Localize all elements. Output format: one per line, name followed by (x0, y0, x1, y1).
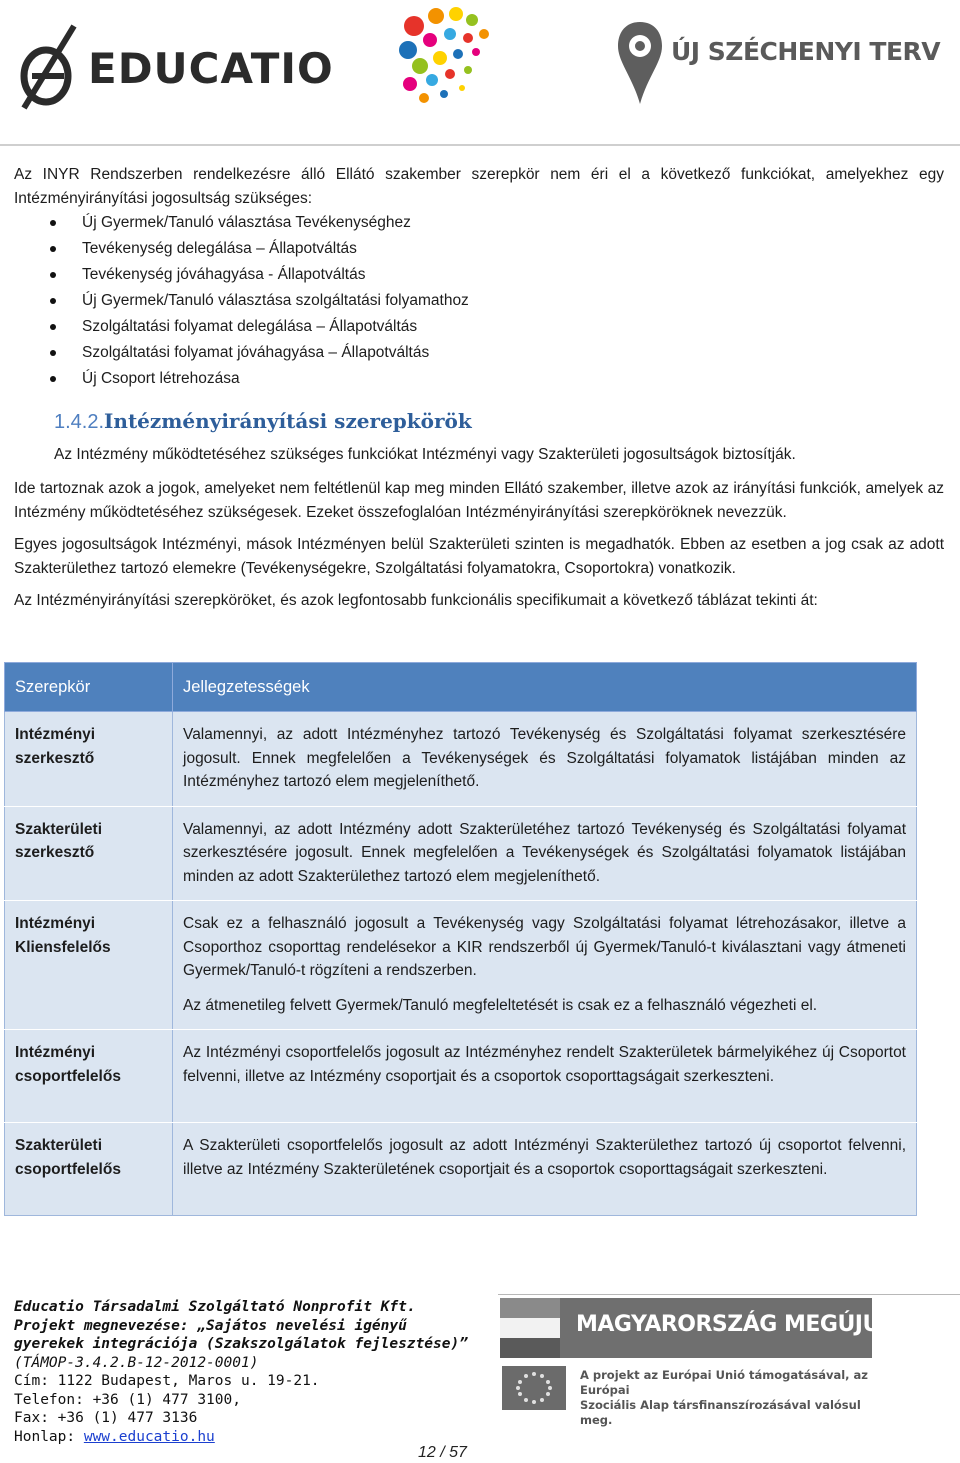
footer-fax: Fax: +36 (1) 477 3136 (14, 1410, 198, 1426)
description-extra-text: Az átmenetileg felvett Gyermek/Tanuló megfeleltetését is csak ez a felhasználó végezheti el. (183, 996, 818, 1014)
footer-project-line-1: Projekt megnevezése: „Sajátos nevelési igényű (14, 1317, 407, 1334)
szechenyi-logo (616, 20, 941, 106)
description-cell (173, 901, 917, 1030)
szechenyi-logo-text: ÚJ SZÉCHENYI TERV (671, 37, 941, 66)
table-header-row (5, 663, 917, 712)
eu-text-line-1: A projekt az Európai Unió támogatásával, az Európai (580, 1368, 868, 1397)
paragraph-2: Egyes jogosultságok Intézményi, mások Intézményen belül Szakterületi szinten is megadhatók. Ebben az esetben a jog csak az adott Szakterülethez tartozó elemekre (Tevékenységekre, Szolgáltatási folyamatokra, Csoportokra) vonatkozik. (14, 536, 944, 577)
list-item: Tevékenység delegálása – Állapotváltás (14, 236, 944, 262)
table-row (5, 806, 917, 901)
table-row (5, 712, 917, 807)
list-item: Új Csoport létrehozása (14, 366, 944, 392)
educatio-logo (14, 22, 344, 112)
list-item: Új Gyermek/Tanuló választása Tevékenységhez (14, 210, 944, 236)
section-number: 1.4.2. (54, 411, 105, 433)
hungarian-flag-icon (500, 1298, 560, 1358)
table-row (5, 901, 917, 1030)
eu-flag-icon (502, 1366, 566, 1410)
list-item: Szolgáltatási folyamat delegálása – Állapotváltás (14, 314, 944, 340)
website-link[interactable]: www.educatio.hu (83, 1428, 215, 1445)
role-cell: Intézményi szerkesztő (5, 712, 173, 807)
footer-company: Educatio Társadalmi Szolgáltató Nonprofit Kft. (14, 1299, 416, 1315)
footer-web-label: Honlap: (14, 1428, 84, 1445)
educatio-logo-text: EDUCATIO (88, 44, 334, 93)
section-title: Intézményirányítási szerepkörök (104, 409, 472, 433)
intro-paragraph: Az Intézmény működtetéséhez szükséges funkciókat Intézményi vagy Szakterületi jogosultságok biztosítják. (54, 446, 796, 463)
description-text: Csak ez a felhasználó jogosult a Tevékenység vagy Szolgáltatási folyamat létrehozásakor, illetve a Csoporthoz csoporttag rendelésekor a KIR rendszerből új Gyermek/Tanuló-t kiválasztani vagy átmeneti Gyermek/Tanuló-t rögzíteni a rendszerben. (183, 915, 906, 979)
roles-table (4, 662, 917, 1216)
footer-address: Cím: 1122 Budapest, Maros u. 19-21. (14, 1373, 320, 1389)
paragraph-1: Ide tartoznak azok a jogok, amelyeket nem feltétlenül kap meg minden Ellátó szakember, illetve azok az irányítási funkciók, amelyek az Intézmény működtetéséhez szükségesek. Ezeket összefoglalóan Intézményirányítási szerepköröknek nevezzük. (14, 480, 944, 521)
function-list (14, 210, 944, 392)
footer-project-code: (TÁMOP-3.4.2.B-12-2012-0001) (14, 1354, 259, 1371)
table-row (5, 1123, 917, 1216)
description-cell: Az Intézményi csoportfelelős jogosult az Intézményhez rendelt Szakterületek bármelyikéhez új Csoportot felvenni, illetve az Intézmény csoportjait és a csoportok csoporttagságait szerkeszteni. (173, 1030, 917, 1123)
footer-divider (498, 1294, 960, 1295)
description-cell: Valamennyi, az adott Intézmény adott Szakterületéhez tartozó Tevékenység és Szolgáltatási folyamat szerkesztésére jogosult. Ennek megfelelően a Tevékenységek és Szolgáltatási folyamatok listájában minden az adott Szakterülethez tartozó elem megjeleníthető. (173, 806, 917, 901)
role-cell: Intézményi csoportfelelős (5, 1030, 173, 1123)
footer-web (14, 1428, 484, 1447)
opening-paragraph: Az INYR Rendszerben rendelkezésre álló Ellátó szakember szerepkör nem éri el a következő funkciókat, amelyekhez egy Intézményirányítási jogosultság szükséges: (14, 166, 944, 207)
description-cell: Valamennyi, az adott Intézményhez tartozó Tevékenység és Szolgáltatási folyamat szerkesztésére jogosult. Ennek megfelelően a Tevékenységek és Szolgáltatási folyamatok listájában minden az Intézményhez tartozó elem megjeleníthető. (173, 712, 917, 807)
column-header-role: Szerepkör (5, 663, 173, 712)
role-cell: Szakterületi szerkesztő (5, 806, 173, 901)
description-cell: A Szakterületi csoportfelelős jogosult az adott Intézményi Szakterülethez tartozó új csoportot felvenni, illetve az Intézmény Szakterületének csoportjait és a csoportok csoporttagságait szerkeszteni. (173, 1123, 917, 1216)
list-item: Szolgáltatási folyamat jóváhagyása – Állapotváltás (14, 340, 944, 366)
paragraph-3: Az Intézményirányítási szerepköröket, és azok legfontosabb funkcionális specifikumait a következő táblázat tekinti át: (14, 592, 818, 609)
footer-phone: Telefon: +36 (1) 477 3100, (14, 1391, 241, 1408)
role-cell: Intézményi Kliensfelelős (5, 901, 173, 1030)
header-divider (0, 144, 960, 146)
column-header-features: Jellegzetességek (173, 663, 917, 712)
page-header (0, 0, 960, 146)
section-heading (54, 404, 944, 438)
list-item: Tevékenység jóváhagyása - Állapotváltás (14, 262, 944, 288)
footer-project-line-2: gyerekek integrációja (Szakszolgálatok fejlesztése)” (14, 1336, 468, 1352)
eu-funding-text (580, 1368, 880, 1428)
eu-text-line-2: Szociális Alap társfinanszírozásával valósul meg. (580, 1398, 861, 1427)
list-item: Új Gyermek/Tanuló választása szolgáltatási folyamathoz (14, 288, 944, 314)
educatio-mark-icon (14, 22, 86, 110)
page-number: 12 / 57 (418, 1444, 467, 1461)
banner-text: MAGYARORSZÁG MEGÚJUL (576, 1312, 894, 1337)
map-pin-icon (616, 20, 664, 106)
footer-contact (14, 1298, 484, 1446)
main-content (14, 163, 944, 613)
role-cell: Szakterületi csoportfelelős (5, 1123, 173, 1216)
table-row (5, 1030, 917, 1123)
funding-banner (500, 1298, 894, 1427)
magyarorszag-megujul-banner (560, 1298, 894, 1358)
colorful-dots-logo-icon (398, 4, 500, 106)
